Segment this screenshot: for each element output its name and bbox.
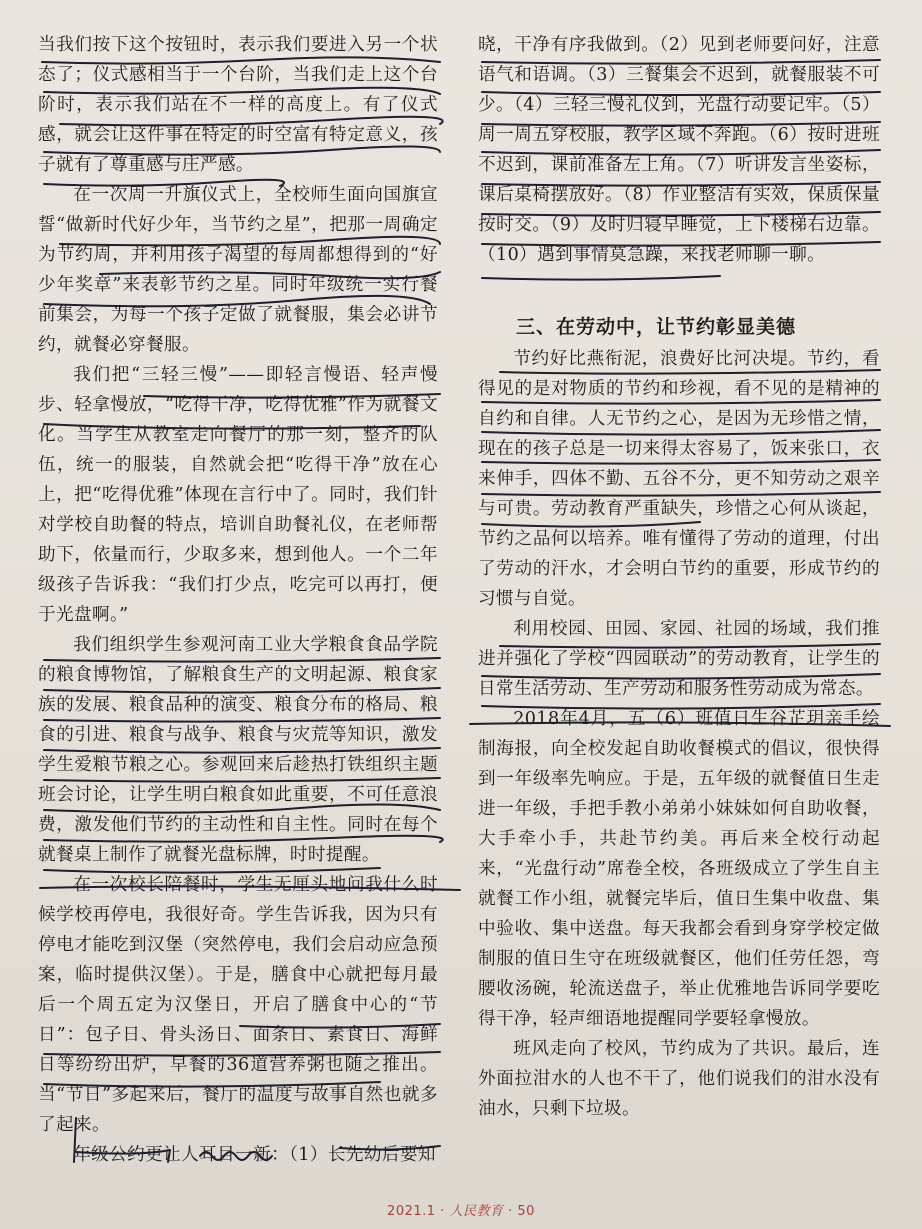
issue-number: 2021.1: [387, 1204, 436, 1219]
right-paragraph-5: 班风走向了校风，节约成为了共识。最后，连外面拉泔水的人也不干了，他们说我们的泔水没有油水，只剩下垃圾。: [478, 1039, 880, 1119]
section-heading: 三、在劳动中，让节约彰显美德: [516, 316, 797, 338]
right-paragraph-1: 晓，干净有序我做到。（2）见到老师要问好，注意语气和语调。（3）三餐集会不迟到，就餐服装不可少。（4）三轻三慢礼仪到，光盘行动要记牢。（5）周一周五穿校服，教学区域不奔跑。（6）按时进班不迟到，课前准备左上角。（7）听讲发言坐姿标，课后桌椅摆放好。（8）作业整洁有实效，保质保量按时交。（9）及时归寝早睡觉，上下楼梯右边靠。（10）遇到事情莫急躁，来找老师聊一聊。: [478, 35, 880, 265]
right-paragraph-3: 利用校园、田园、家园、社园的场域，我们推进并强化了学校“四园联动”的劳动教育，让学生的日常生活劳动、生产劳动和服务性劳动成为常态。: [478, 619, 880, 699]
right-paragraph-4: 2018年4月，五（6）班值日生谷芷玥亲手绘制海报，向全校发起自助收餐模式的倡议，很快得到一年级率先响应。于是，五年级的就餐值日生走进一年级，手把手教小弟弟小妹妹如何自助收餐，大手牵小手，共赴节约美。再后来全校行动起来，“光盘行动”席卷全校，各班级成立了学生自主就餐工作小组，就餐完毕后，值日生集中收盘、集中验收、集中送盘。每天我都会看到身穿学校定做制服的值日生守在班级就餐区，他们任劳任怨，弯腰收汤碗，轮流送盘子，举止优雅地告诉同学要吃得干净，轻声细语地提醒同学要轻拿慢放。: [478, 709, 880, 1029]
left-paragraph-2: 在一次周一升旗仪式上，全校师生面向国旗宣誓“做新时代好少年，当节约之星”，把那一周确定为节约周，并利用孩子渴望的每周都想得到的“好少年奖章”来表彰节约之星。同时年级统一实行餐前集会，为每一个孩子定做了就餐服，集会必讲节约，就餐必穿餐服。: [38, 185, 438, 355]
page-footer: [0, 1200, 922, 1219]
left-paragraph-1: 当我们按下这个按钮时，表示我们要进入另一个状态了；仪式感相当于一个台阶，当我们走上这个台阶时，表示我们站在不一样的高度上。有了仪式感，就会让这件事在特定的时空富有特定意义，孩子就有了尊重感与庄严感。: [38, 35, 438, 175]
left-paragraph-3: 我们把“三轻三慢”——即轻言慢语、轻声慢步、轻拿慢放，“吃得干净，吃得优雅”作为就餐文化。当学生从教室走向餐厅的那一刻，整齐的队伍，统一的服装，自然就会把“吃得干净”放在心上，把“吃得优雅”体现在言行中了。同时，我们针对学校自助餐的特点，培训自助餐礼仪，在老师帮助下，依量而行，少取多来，想到他人。一个二年级孩子告诉我：“我们打少点，吃完可以再打，便于光盘啊。”: [38, 365, 438, 625]
left-column: [38, 30, 438, 1170]
right-paragraph-2: 节约好比燕衔泥，浪费好比河决堤。节约，看得见的是对物质的节约和珍视，看不见的是精神的自约和自律。人无节约之心，是因为无珍惜之情，现在的孩子总是一切来得太容易了，饭来张口，衣来伸手，四体不勤、五谷不分，更不知劳动之艰辛与可贵。劳动教育严重缺失，珍惜之心何从谈起，节约之品何以培养。唯有懂得了劳动的道理，付出了劳动的汗水，才会明白节约的重要，形成节约的习惯与自觉。: [478, 349, 880, 609]
page-number: 50: [517, 1204, 535, 1219]
footer-separator: ·: [440, 1204, 445, 1219]
left-paragraph-5: 在一次校长陪餐时，学生无厘头地问我什么时候学校再停电，我很好奇。学生告诉我，因为只有停电才能吃到汉堡（突然停电，我们会启动应急预案，临时提供汉堡）。于是，膳食中心就把每月最后一个周五定为汉堡日，开启了膳食中心的“节日”：包子日、骨头汤日、面条日、素食日、海鲜日等纷纷出炉，早餐的36道营养粥也随之推出。当“节日”多起来后，餐厅的温度与故事自然也就多了起来。: [38, 875, 438, 1135]
left-paragraph-6: 年级公约更让人耳目一新：（1）长先幼后要知: [73, 1145, 436, 1165]
left-paragraph-4: 我们组织学生参观河南工业大学粮食食品学院的粮食博物馆，了解粮食生产的文明起源、粮食家族的发展、粮食品种的演变、粮食分布的格局、粮食的引进、粮食与战争、粮食与灾荒等知识，激发学生爱粮节粮之心。参观回来后趁热打铁组织主题班会讨论，让学生明白粮食如此重要，不可任意浪费，激发他们节约的主动性和自主性。同时在每个就餐桌上制作了就餐光盘标牌，时时提醒。: [38, 635, 438, 865]
footer-separator: ·: [508, 1204, 513, 1219]
right-column: [478, 30, 880, 1124]
magazine-name: 人民教育: [449, 1204, 504, 1219]
